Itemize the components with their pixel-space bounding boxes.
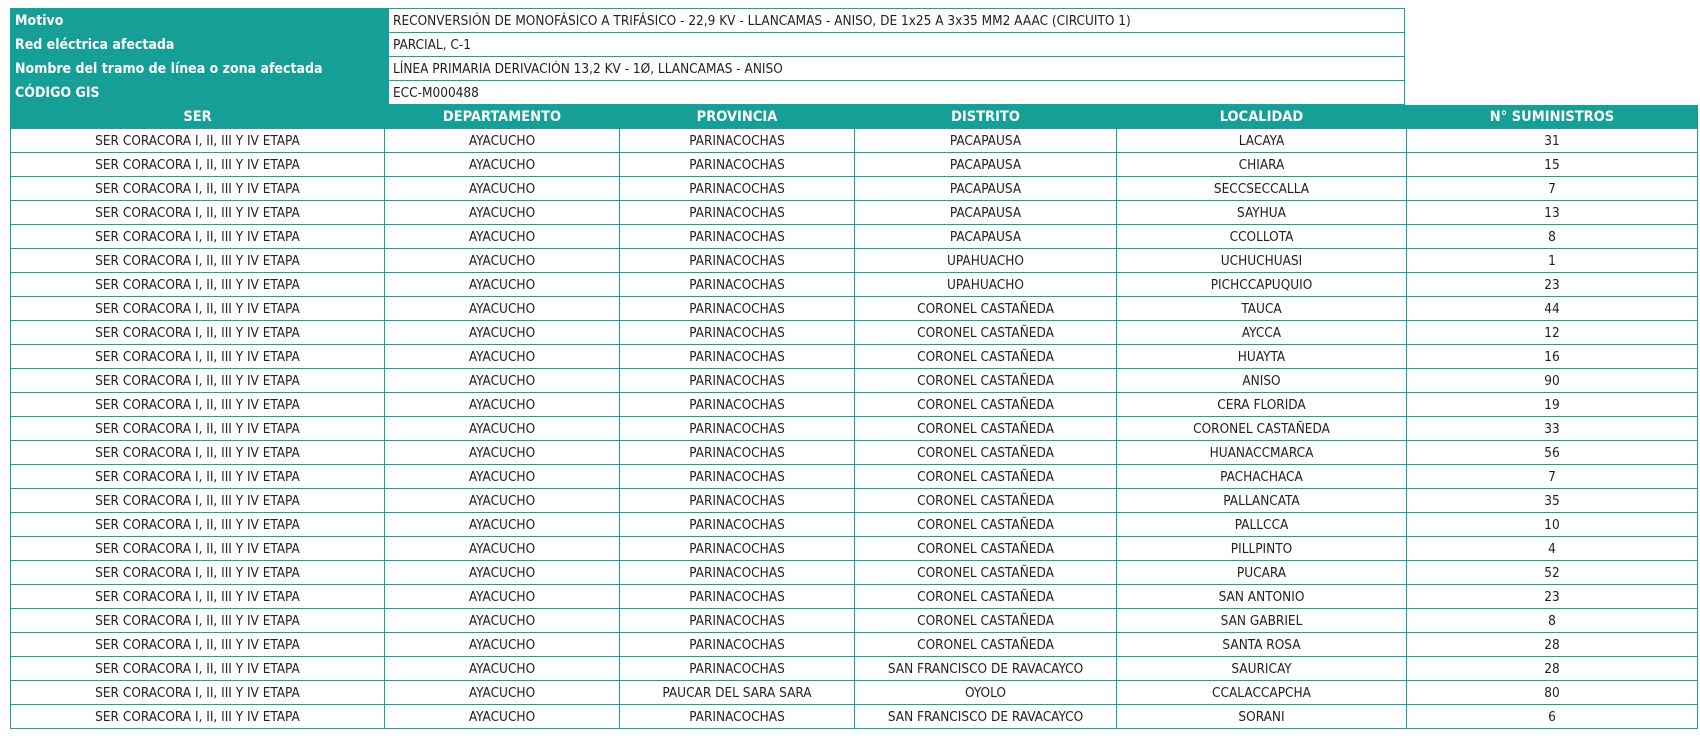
localidad-cell: SAYHUA <box>1117 201 1407 225</box>
suministros-cell: 8 <box>1407 225 1698 249</box>
departamento-cell: AYACUCHO <box>385 537 620 561</box>
provincia-cell: PARINACOCHAS <box>620 129 855 153</box>
column-header-provincia: PROVINCIA <box>620 105 855 129</box>
table-row <box>11 249 1698 273</box>
table-row <box>11 609 1698 633</box>
departamento-cell: AYACUCHO <box>385 441 620 465</box>
localidad-cell: PALLANCATA <box>1117 489 1407 513</box>
provincia-cell: PARINACOCHAS <box>620 441 855 465</box>
ser-cell: SER CORACORA I, II, III Y IV ETAPA <box>11 537 385 561</box>
ser-cell: SER CORACORA I, II, III Y IV ETAPA <box>11 129 385 153</box>
table-row <box>11 273 1698 297</box>
distrito-cell: CORONEL CASTAÑEDA <box>855 513 1117 537</box>
suministros-cell: 52 <box>1407 561 1698 585</box>
provincia-cell: PARINACOCHAS <box>620 393 855 417</box>
provincia-cell: PARINACOCHAS <box>620 417 855 441</box>
provincia-cell: PARINACOCHAS <box>620 465 855 489</box>
provincia-cell: PARINACOCHAS <box>620 489 855 513</box>
suministros-cell: 6 <box>1407 705 1698 729</box>
localidad-cell: SECCSECCALLA <box>1117 177 1407 201</box>
table-row <box>11 561 1698 585</box>
info-label: Nombre del tramo de línea o zona afectada <box>11 57 389 81</box>
localidad-cell: PILLPINTO <box>1117 537 1407 561</box>
localidad-cell: SAN ANTONIO <box>1117 585 1407 609</box>
suministros-cell: 8 <box>1407 609 1698 633</box>
provincia-cell: PARINACOCHAS <box>620 585 855 609</box>
info-row-tramo <box>11 57 1405 81</box>
table-header-row <box>11 105 1698 129</box>
ser-cell: SER CORACORA I, II, III Y IV ETAPA <box>11 417 385 441</box>
column-header-ser: SER <box>11 105 385 129</box>
departamento-cell: AYACUCHO <box>385 225 620 249</box>
departamento-cell: AYACUCHO <box>385 681 620 705</box>
ser-cell: SER CORACORA I, II, III Y IV ETAPA <box>11 609 385 633</box>
info-label: CÓDIGO GIS <box>11 81 389 105</box>
provincia-cell: PARINACOCHAS <box>620 609 855 633</box>
provincia-cell: PARINACOCHAS <box>620 561 855 585</box>
localidad-cell: PACHACHACA <box>1117 465 1407 489</box>
table-row <box>11 321 1698 345</box>
localidad-cell: CORONEL CASTAÑEDA <box>1117 417 1407 441</box>
localidad-cell: UCHUCHUASI <box>1117 249 1407 273</box>
ser-cell: SER CORACORA I, II, III Y IV ETAPA <box>11 633 385 657</box>
table-row <box>11 681 1698 705</box>
table-row <box>11 441 1698 465</box>
provincia-cell: PARINACOCHAS <box>620 153 855 177</box>
suministros-cell: 19 <box>1407 393 1698 417</box>
localidad-cell: SORANI <box>1117 705 1407 729</box>
distrito-cell: CORONEL CASTAÑEDA <box>855 393 1117 417</box>
distrito-cell: CORONEL CASTAÑEDA <box>855 417 1117 441</box>
provincia-cell: PARINACOCHAS <box>620 249 855 273</box>
suministros-cell: 23 <box>1407 585 1698 609</box>
suministros-cell: 90 <box>1407 369 1698 393</box>
distrito-cell: CORONEL CASTAÑEDA <box>855 321 1117 345</box>
ser-cell: SER CORACORA I, II, III Y IV ETAPA <box>11 705 385 729</box>
localidad-cell: PALLCCA <box>1117 513 1407 537</box>
suministros-cell: 7 <box>1407 177 1698 201</box>
suministros-cell: 15 <box>1407 153 1698 177</box>
suministros-cell: 12 <box>1407 321 1698 345</box>
info-row-red <box>11 33 1405 57</box>
info-row-codigo <box>11 81 1405 105</box>
distrito-cell: CORONEL CASTAÑEDA <box>855 345 1117 369</box>
ser-cell: SER CORACORA I, II, III Y IV ETAPA <box>11 321 385 345</box>
departamento-cell: AYACUCHO <box>385 561 620 585</box>
ser-cell: SER CORACORA I, II, III Y IV ETAPA <box>11 585 385 609</box>
table-row <box>11 585 1698 609</box>
localidad-cell: SAURICAY <box>1117 657 1407 681</box>
table-row <box>11 465 1698 489</box>
departamento-cell: AYACUCHO <box>385 417 620 441</box>
ser-cell: SER CORACORA I, II, III Y IV ETAPA <box>11 489 385 513</box>
departamento-cell: AYACUCHO <box>385 177 620 201</box>
distrito-cell: UPAHUACHO <box>855 273 1117 297</box>
document-sheet <box>10 8 1698 729</box>
table-row <box>11 297 1698 321</box>
info-label: Red eléctrica afectada <box>11 33 389 57</box>
suministros-cell: 28 <box>1407 633 1698 657</box>
suministros-cell: 16 <box>1407 345 1698 369</box>
ser-cell: SER CORACORA I, II, III Y IV ETAPA <box>11 177 385 201</box>
distrito-cell: PACAPAUSA <box>855 225 1117 249</box>
distrito-cell: CORONEL CASTAÑEDA <box>855 297 1117 321</box>
distrito-cell: CORONEL CASTAÑEDA <box>855 465 1117 489</box>
ser-cell: SER CORACORA I, II, III Y IV ETAPA <box>11 393 385 417</box>
suministros-cell: 13 <box>1407 201 1698 225</box>
suministros-cell: 7 <box>1407 465 1698 489</box>
table-row <box>11 345 1698 369</box>
localidad-cell: TAUCA <box>1117 297 1407 321</box>
ser-cell: SER CORACORA I, II, III Y IV ETAPA <box>11 441 385 465</box>
localidad-cell: HUANACCMARCA <box>1117 441 1407 465</box>
column-header-suministros: N° SUMINISTROS <box>1407 105 1698 129</box>
departamento-cell: AYACUCHO <box>385 489 620 513</box>
ser-cell: SER CORACORA I, II, III Y IV ETAPA <box>11 681 385 705</box>
info-value: LÍNEA PRIMARIA DERIVACIÓN 13,2 KV - 1Ø, LLANCAMAS - ANISO <box>389 57 1405 81</box>
ser-cell: SER CORACORA I, II, III Y IV ETAPA <box>11 201 385 225</box>
ser-cell: SER CORACORA I, II, III Y IV ETAPA <box>11 153 385 177</box>
info-row-motivo <box>11 9 1405 33</box>
suministros-cell: 33 <box>1407 417 1698 441</box>
provincia-cell: PARINACOCHAS <box>620 321 855 345</box>
provincia-cell: PAUCAR DEL SARA SARA <box>620 681 855 705</box>
suministros-cell: 56 <box>1407 441 1698 465</box>
distrito-cell: UPAHUACHO <box>855 249 1117 273</box>
departamento-cell: AYACUCHO <box>385 345 620 369</box>
localidad-cell: ANISO <box>1117 369 1407 393</box>
departamento-cell: AYACUCHO <box>385 633 620 657</box>
ser-cell: SER CORACORA I, II, III Y IV ETAPA <box>11 657 385 681</box>
table-row <box>11 393 1698 417</box>
ser-cell: SER CORACORA I, II, III Y IV ETAPA <box>11 249 385 273</box>
departamento-cell: AYACUCHO <box>385 273 620 297</box>
provincia-cell: PARINACOCHAS <box>620 177 855 201</box>
suministros-cell: 10 <box>1407 513 1698 537</box>
localidad-cell: CERA FLORIDA <box>1117 393 1407 417</box>
distrito-cell: CORONEL CASTAÑEDA <box>855 489 1117 513</box>
info-table <box>10 8 1405 105</box>
distrito-cell: CORONEL CASTAÑEDA <box>855 369 1117 393</box>
localidad-cell: CCOLLOTA <box>1117 225 1407 249</box>
departamento-cell: AYACUCHO <box>385 249 620 273</box>
departamento-cell: AYACUCHO <box>385 657 620 681</box>
table-row <box>11 417 1698 441</box>
ser-cell: SER CORACORA I, II, III Y IV ETAPA <box>11 561 385 585</box>
distrito-cell: OYOLO <box>855 681 1117 705</box>
departamento-cell: AYACUCHO <box>385 513 620 537</box>
suministros-cell: 4 <box>1407 537 1698 561</box>
departamento-cell: AYACUCHO <box>385 321 620 345</box>
info-value: PARCIAL, C-1 <box>389 33 1405 57</box>
ser-cell: SER CORACORA I, II, III Y IV ETAPA <box>11 297 385 321</box>
distrito-cell: SAN FRANCISCO DE RAVACAYCO <box>855 705 1117 729</box>
departamento-cell: AYACUCHO <box>385 201 620 225</box>
localidad-cell: HUAYTA <box>1117 345 1407 369</box>
provincia-cell: PARINACOCHAS <box>620 201 855 225</box>
departamento-cell: AYACUCHO <box>385 297 620 321</box>
departamento-cell: AYACUCHO <box>385 369 620 393</box>
localidad-cell: AYCCA <box>1117 321 1407 345</box>
localidad-cell: LACAYA <box>1117 129 1407 153</box>
departamento-cell: AYACUCHO <box>385 609 620 633</box>
table-body <box>11 129 1698 729</box>
ser-cell: SER CORACORA I, II, III Y IV ETAPA <box>11 513 385 537</box>
provincia-cell: PARINACOCHAS <box>620 369 855 393</box>
table-row <box>11 633 1698 657</box>
table-row <box>11 177 1698 201</box>
localidad-cell: CCALACCAPCHA <box>1117 681 1407 705</box>
provincia-cell: PARINACOCHAS <box>620 345 855 369</box>
info-value: ECC-M000488 <box>389 81 1405 105</box>
provincia-cell: PARINACOCHAS <box>620 705 855 729</box>
departamento-cell: AYACUCHO <box>385 393 620 417</box>
info-value: RECONVERSIÓN DE MONOFÁSICO A TRIFÁSICO - 22,9 KV - LLANCAMAS - ANISO, DE 1x25 A 3x35 MM2 AAAC (CIRCUITO 1) <box>389 9 1405 33</box>
distrito-cell: PACAPAUSA <box>855 153 1117 177</box>
distrito-cell: PACAPAUSA <box>855 201 1117 225</box>
suministros-cell: 35 <box>1407 489 1698 513</box>
table-row <box>11 369 1698 393</box>
table-row <box>11 705 1698 729</box>
provincia-cell: PARINACOCHAS <box>620 225 855 249</box>
table-row <box>11 513 1698 537</box>
table-row <box>11 489 1698 513</box>
table-row <box>11 537 1698 561</box>
suministros-cell: 23 <box>1407 273 1698 297</box>
distrito-cell: CORONEL CASTAÑEDA <box>855 441 1117 465</box>
localidad-cell: SANTA ROSA <box>1117 633 1407 657</box>
suministros-table <box>10 105 1698 729</box>
ser-cell: SER CORACORA I, II, III Y IV ETAPA <box>11 225 385 249</box>
localidad-cell: PICHCCAPUQUIO <box>1117 273 1407 297</box>
suministros-cell: 31 <box>1407 129 1698 153</box>
ser-cell: SER CORACORA I, II, III Y IV ETAPA <box>11 369 385 393</box>
provincia-cell: PARINACOCHAS <box>620 273 855 297</box>
table-row <box>11 153 1698 177</box>
suministros-cell: 1 <box>1407 249 1698 273</box>
distrito-cell: PACAPAUSA <box>855 129 1117 153</box>
provincia-cell: PARINACOCHAS <box>620 633 855 657</box>
departamento-cell: AYACUCHO <box>385 585 620 609</box>
localidad-cell: SAN GABRIEL <box>1117 609 1407 633</box>
suministros-cell: 44 <box>1407 297 1698 321</box>
distrito-cell: SAN FRANCISCO DE RAVACAYCO <box>855 657 1117 681</box>
provincia-cell: PARINACOCHAS <box>620 297 855 321</box>
table-row <box>11 225 1698 249</box>
localidad-cell: PUCARA <box>1117 561 1407 585</box>
departamento-cell: AYACUCHO <box>385 465 620 489</box>
column-header-localidad: LOCALIDAD <box>1117 105 1407 129</box>
column-header-departamento: DEPARTAMENTO <box>385 105 620 129</box>
provincia-cell: PARINACOCHAS <box>620 537 855 561</box>
distrito-cell: CORONEL CASTAÑEDA <box>855 561 1117 585</box>
ser-cell: SER CORACORA I, II, III Y IV ETAPA <box>11 345 385 369</box>
table-row <box>11 201 1698 225</box>
ser-cell: SER CORACORA I, II, III Y IV ETAPA <box>11 465 385 489</box>
departamento-cell: AYACUCHO <box>385 705 620 729</box>
distrito-cell: PACAPAUSA <box>855 177 1117 201</box>
table-row <box>11 129 1698 153</box>
distrito-cell: CORONEL CASTAÑEDA <box>855 585 1117 609</box>
suministros-cell: 28 <box>1407 657 1698 681</box>
provincia-cell: PARINACOCHAS <box>620 513 855 537</box>
info-label: Motivo <box>11 9 389 33</box>
ser-cell: SER CORACORA I, II, III Y IV ETAPA <box>11 273 385 297</box>
table-row <box>11 657 1698 681</box>
provincia-cell: PARINACOCHAS <box>620 657 855 681</box>
departamento-cell: AYACUCHO <box>385 153 620 177</box>
localidad-cell: CHIARA <box>1117 153 1407 177</box>
departamento-cell: AYACUCHO <box>385 129 620 153</box>
distrito-cell: CORONEL CASTAÑEDA <box>855 537 1117 561</box>
column-header-distrito: DISTRITO <box>855 105 1117 129</box>
distrito-cell: CORONEL CASTAÑEDA <box>855 633 1117 657</box>
suministros-cell: 80 <box>1407 681 1698 705</box>
distrito-cell: CORONEL CASTAÑEDA <box>855 609 1117 633</box>
